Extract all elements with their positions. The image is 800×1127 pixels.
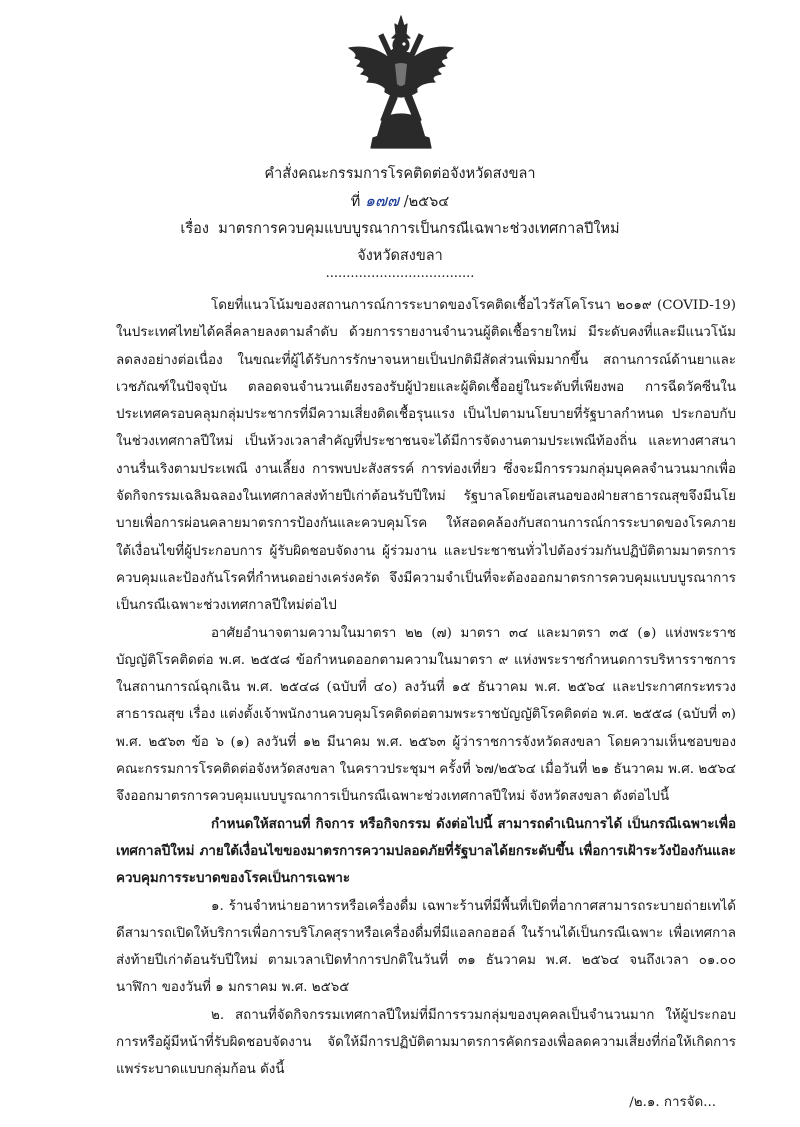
paragraph-provision: กำหนดให้สถานที่ กิจการ หรือกิจกรรม ดังต่อไปนี้ สามารถดำเนินการได้ เป็นกรณีเฉพาะเพื่อเทศกาลปีใหม่ ภายใต้เงื่อนไขของมาตรการความปลอดภัยที่รัฐบาลได้ยกระดับขึ้น เพื่อการเฝ้าระวังป้องกันและควบคุมการระบาดของโรคเป็นการเฉพาะ <box>116 815 736 887</box>
paragraph-item-1: ๑. ร้านจำหน่ายอาหารหรือเครื่องดื่ม เฉพาะร้านที่มีพื้นที่เปิดที่อากาศสามารถระบายถ่ายเทได้ดีสามารถเปิดให้บริการเพื่อการบริโภคสุราหรือเครื่องดื่มที่มีแอลกอฮอล์ ในร้านได้เป็นกรณีเฉพาะ เพื่อเทศกาลส่งท้ายปีเก่าต้อนรับปีใหม่ ตามเวลาเปิดทำการปกติในวันที่ ๓๑ ธันวาคม พ.ศ. ๒๕๖๔ จนถึงเวลา ๐๑.๐๐ นาฬิกา ของวันที่ ๑ มกราคม พ.ศ. ๒๕๖๕ <box>116 898 736 996</box>
subject-text: มาตรการควบคุมแบบบูรณาการเป็นกรณีเฉพาะช่วงเทศกาลปีใหม่ <box>218 221 620 237</box>
next-page-reference: /๒.๑. การจัด... <box>629 1095 716 1110</box>
paragraph-authority: อาศัยอำนาจตามความในมาตรา ๒๒ (๗) มาตรา ๓๔ และมาตรา ๓๕ (๑) แห่งพระราชบัญญัติโรคติดต่อ พ.ศ. ๒๕๕๘ ข้อกำหนดออกตามความในมาตรา ๙ แห่งพระราชกำหนดการบริหารราชการในสถานการณ์ฉุกเฉิน พ.ศ. ๒๕๔๘ (ฉบับที่ ๔๐) ลงวันที่ ๑๕ ธันวาคม พ.ศ. ๒๕๖๔ และประกาศกระทรวงสาธารณสุข เรื่อง แต่งตั้งเจ้าพนักงานควบคุมโรคติดต่อตามพระราชบัญญัติโรคติดต่อ พ.ศ. ๒๕๕๘ (ฉบับที่ ๓) พ.ศ. ๒๕๖๓ ข้อ ๖ (๑) ลงวันที่ ๑๒ มีนาคม พ.ศ. ๒๕๖๓ ผู้ว่าราชการจังหวัดสงขลา โดยความเห็นชอบของคณะกรรมการโรคติดต่อจังหวัดสงขลา ในคราวประชุมฯ ครั้งที่ ๖๗/๒๕๖๔ เมื่อวันที่ ๒๑ ธันวาคม พ.ศ. ๒๕๖๔ จึงออกมาตรการควบคุมแบบบูรณาการเป็นกรณีเฉพาะช่วงเทศกาลปีใหม่ จังหวัดสงขลา ดังต่อไปนี้ <box>116 625 736 805</box>
document-body <box>116 292 736 1084</box>
handwritten-number: ๑๗๗ <box>364 191 400 210</box>
subject-label: เรื่อง <box>180 221 209 237</box>
paragraph-item-2: ๒. สถานที่จัดกิจกรรมเทศกาลปีใหม่ที่มีการรวมกลุ่มของบุคคลเป็นจำนวนมาก ให้ผู้ประกอบการหรือผู้มีหน้าที่รับผิดชอบจัดงาน จัดให้มีการปฏิบัติตามมาตรการคัดกรองเพื่อลดความเสี่ยงที่ก่อให้เกิดการแพร่ระบาดแบบกลุ่มก้อน ดังนี้ <box>116 1007 736 1078</box>
order-subject <box>0 217 800 240</box>
order-province: จังหวัดสงขลา <box>357 248 443 264</box>
number-label: ที่ <box>350 194 361 210</box>
paragraph-background: โดยที่แนวโน้มของสถานการณ์การระบาดของโรคติดเชื้อไวรัสโคโรนา ๒๐๑๙ (COVID-19) ในประเทศไทยได้คลี่คลายลงตามลำดับ ด้วยการรายงานจำนวนผู้ติดเชื้อรายใหม่ มีระดับคงที่และมีแนวโน้มลดลงอย่างต่อเนื่อง ในขณะที่ผู้ได้รับการรักษาจนหายเป็นปกติมีสัดส่วนเพิ่มมากขึ้น สถานการณ์ด้านยาและเวชภัณฑ์ในปัจจุบัน ตลอดจนจำนวนเตียงรองรับผู้ป่วยและผู้ติดเชื้ออยู่ในระดับที่เพียงพอ การฉีดวัคซีนในประเทศครอบคลุมกลุ่มประชากรที่มีความเสี่ยงติดเชื้อรุนแรง เป็นไปตามนโยบายที่รัฐบาลกำหนด ประกอบกับในช่วงเทศกาลปีใหม่ เป็นห้วงเวลาสำคัญที่ประชาชนจะได้มีการจัดงานตามประเพณีท้องถิ่น และทางศาสนางานรื่นเริงตามประเพณี งานเลี้ยง การพบปะสังสรรค์ การท่องเที่ยว ซึ่งจะมีการรวมกลุ่มบุคคลจำนวนมากเพื่อจัดกิจกรรมเฉลิมฉลองในเทศกาลส่งท้ายปีเก่าต้อนรับปีใหม่ รัฐบาลโดยข้อเสนอของฝ่ายสาธารณสุขจึงมีนโยบายเพื่อการผ่อนคลายมาตรการป้องกันและควบคุมโรค ให้สอดคล้องกับสถานการณ์การระบาดของโรคภายใต้เงื่อนไขที่ผู้ประกอบการ ผู้รับผิดชอบจัดงาน ผู้ร่วมงาน และประชาชนทั่วไปต้องร่วมกันปฏิบัติตามมาตรการควบคุมและป้องกันโรคที่กำหนดอย่างเคร่งครัด จึงมีความจำเป็นที่จะต้องออกมาตรการควบคุมแบบบูรณาการเป็นกรณีเฉพาะช่วงเทศกาลปีใหม่ต่อไป <box>116 298 736 614</box>
order-number <box>0 189 800 214</box>
garuda-emblem-icon <box>343 14 459 154</box>
header-divider: .................................... <box>325 266 475 281</box>
order-title: คำสั่งคณะกรรมการโรคติดต่อจังหวัดสงขลา <box>264 166 536 182</box>
number-year: /๒๕๖๔ <box>403 194 450 210</box>
